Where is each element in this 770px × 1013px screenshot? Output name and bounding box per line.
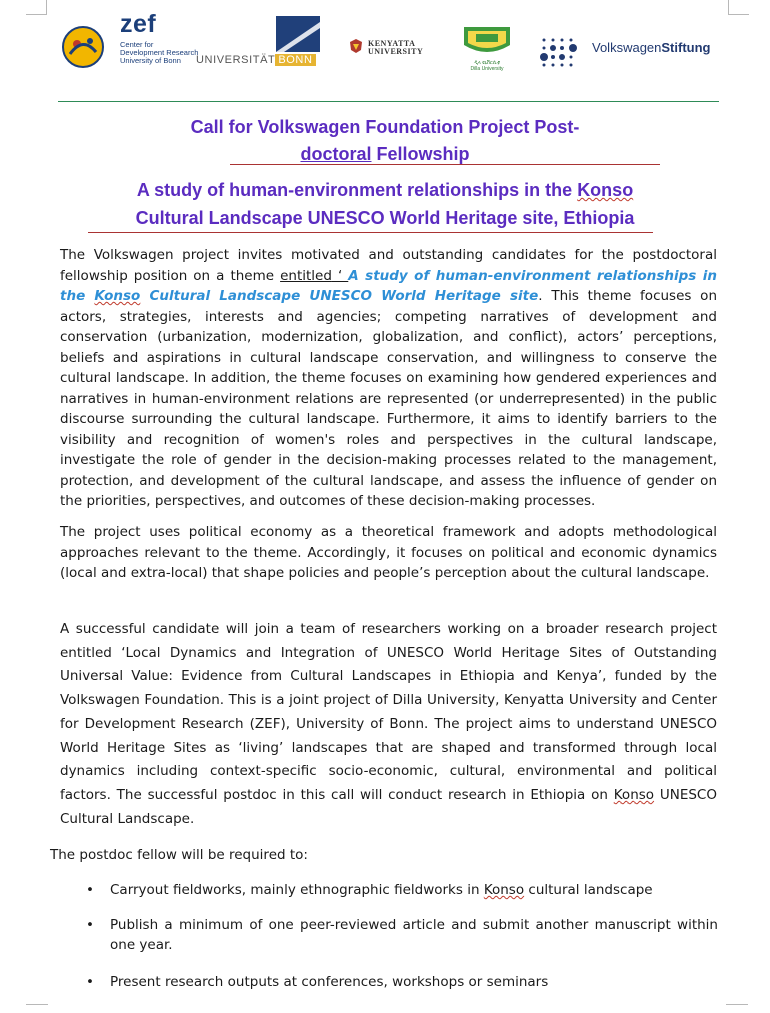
volkswagen-stiftung-logo: [538, 34, 718, 74]
bullet-icon: •: [86, 916, 94, 933]
zef-wordmark: zef: [120, 10, 157, 38]
bonn-wordmark: UNIVERSITÄT BONN: [196, 54, 316, 66]
paragraph-theme: The Volkswagen project invites motivated and outstanding candidates for the postdoctoral fellowship position on a theme entitled ‘ A study of human-environment relationships in the Konso Cultural Landscape UNESCO World Heritage site. This theme focuses on actors, strategies, interests and agencies; competing narratives of development and conservation (urbanization, modernization, globalization, and conflict), actors’ perceptions, beliefs and aspirations in cultural landscape conservation, and willingness to conserve the cultural landscape. In addition, the theme focuses on examining how gendered experiences and narratives in human-environment relations are represented (or underrepresented) in the public discourse surrounding the cultural landscape. Furthermore, it aims to identify barriers to the visibility and recognition of women's roles and perspectives in the cultural landscape, investigate the role of gender in the decision-making processes related to the management, protection, and development of the cultural landscape, and assess the influence of gender on the priorities, perspectives, and outcomes of these decision-making processes.: [60, 247, 718, 509]
bullet-icon: •: [86, 882, 94, 898]
project-subtitle: A study of human-environment relationships in the Konso Cultural Landscape UNESCO World Heritage site, Ethiopia: [135, 180, 635, 228]
dilla-emblem-icon: [458, 25, 516, 59]
zef-emblem-icon: [60, 24, 106, 70]
header-rule: [58, 101, 719, 102]
page-title: Call for Volkswagen Foundation Project Post- doctoral Fellowship: [190, 117, 580, 164]
bonn-emblem-icon: [276, 16, 320, 52]
paragraph-project: A successful candidate will join a team of researchers working on a broader research project entitled ‘Local Dynamics and Integration of UNESCO World Heritage Sites of Outstanding Universal Value: Evidence from Cultural Landscapes in Ethiopia and Kenya’, funded by the Volkswagen Foundation. This is a joint project of Dilla University, Kenyatta University and Center for Development Research (ZEF), University of Bonn. The project aims to understand UNESCO World Heritage Sites as ‘living’ landscapes that are shaped and transformed through local dynamics including context-specific socio-economic, cultural, environmental and political factors. The successful postdoc in this call will conduct research in Ethiopia on Konso UNESCO Cultural Landscape.: [60, 621, 717, 827]
kenyatta-wordmark: KENYATTA UNIVERSITY: [368, 39, 424, 56]
kenyatta-crest-icon: [348, 38, 364, 54]
list-item: • Publish a minimum of one peer-reviewed article and submit another manuscript within one year.: [86, 916, 718, 953]
zef-logo: [60, 10, 200, 72]
paragraph-framework: The project uses political economy as a theoretical framework and adopts methodological approaches relevant to the theme. Accordingly, it focuses on political and economic dynamics (local and extra-local) that shape policies and people’s perception about the cultural landscape.: [60, 524, 717, 581]
university-bonn-logo: [196, 16, 326, 72]
requirements-list: [86, 880, 718, 992]
list-item: • Carryout fieldworks, mainly ethnographic fieldworks in Konso cultural landscape: [86, 880, 718, 901]
bullet-icon: •: [86, 973, 94, 990]
subtitle-rule: [88, 232, 653, 233]
dilla-university-logo: [458, 25, 516, 73]
list-item: • Present research outputs at conferences, workshops or seminars: [86, 972, 718, 993]
page-corner-mark: [728, 0, 749, 15]
vw-dots-icon: [538, 34, 582, 70]
dilla-wordmark: ዲላ ዩኒቨርሲቲ Dilla University: [470, 60, 504, 72]
page-corner-mark: [26, 0, 47, 15]
kenyatta-university-logo: [348, 38, 428, 58]
vw-wordmark: VolkswagenStiftung: [592, 40, 711, 55]
zef-subtitle: Center for Development Research University of Bonn: [120, 40, 199, 65]
title-rule: [230, 164, 660, 165]
requirements-intro: The postdoc fellow will be required to:: [50, 847, 308, 863]
